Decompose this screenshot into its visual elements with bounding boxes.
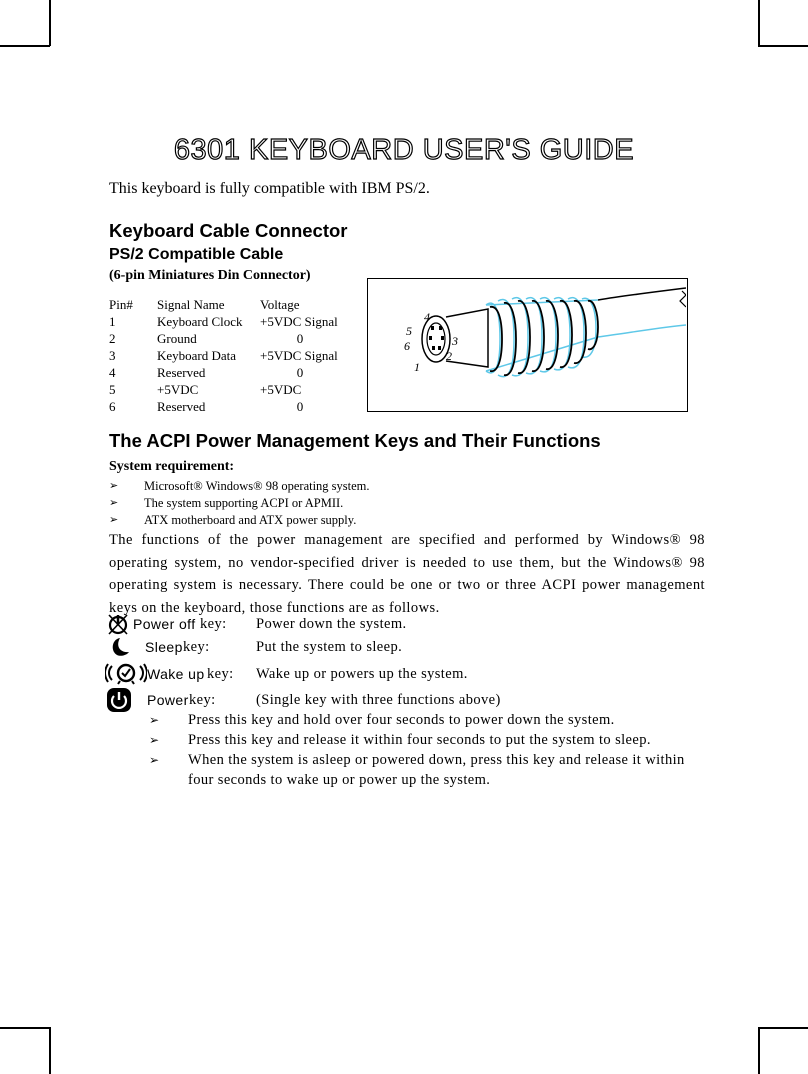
connector-illustration (367, 278, 688, 412)
alarm-clock-icon (105, 662, 147, 691)
pin-label: 3 (452, 334, 458, 348)
pin-label: 6 (404, 339, 410, 353)
table-row (109, 330, 370, 347)
power-key-note: Press this key and hold over four seconds to power down the system. (188, 712, 615, 728)
ps2-connector-drawing (368, 279, 686, 410)
column-header-pin: Pin# (109, 297, 133, 312)
table-row (109, 364, 370, 381)
table-row (109, 347, 370, 364)
crop-mark-top-right-h (758, 45, 808, 47)
signal-name: Reserved (157, 399, 206, 414)
table-row (109, 381, 370, 398)
ps2-cable-subheading: PS/2 Compatible Cable (109, 246, 284, 263)
pin-number: 5 (109, 382, 116, 397)
arrow-bullet-icon: ➢ (149, 733, 160, 747)
moon-icon (105, 635, 131, 664)
column-header-voltage: Voltage (260, 297, 300, 312)
voltage: 0 (296, 399, 304, 414)
pin-label: 2 (446, 349, 452, 363)
pin-label: 5 (406, 324, 412, 338)
table-row (109, 313, 370, 330)
key-description: Power down the system. (256, 616, 407, 632)
key-name: Wake up (147, 666, 205, 682)
table-row (109, 398, 370, 415)
pin-label: 4 (424, 310, 430, 324)
intro-text: This keyboard is fully compatible with IBM PS/2. (109, 180, 430, 197)
key-suffix: key: (189, 692, 216, 708)
key-name: Power off (133, 616, 196, 632)
arrow-bullet-icon: ➢ (109, 479, 119, 492)
power-key-note: four seconds to wake up or power up the system. (188, 772, 491, 788)
signal-name: Reserved (157, 365, 206, 380)
key-description: Put the system to sleep. (256, 639, 403, 655)
crop-mark-bottom-right-v (758, 1027, 760, 1074)
acpi-heading: The ACPI Power Management Keys and Their Functions (109, 430, 601, 451)
pin-number: 4 (109, 365, 116, 380)
key-suffix: key: (207, 666, 234, 682)
system-requirement-label: System requirement: (109, 459, 235, 474)
signal-name: +5VDC (157, 382, 199, 397)
voltage: +5VDC (260, 382, 302, 397)
column-header-signal: Signal Name (157, 297, 225, 312)
signal-name: Keyboard Clock (157, 314, 243, 329)
connector-note: (6-pin Miniatures Din Connector) (109, 268, 311, 283)
arrow-bullet-icon: ➢ (149, 753, 160, 767)
crop-mark-top-left-v (49, 0, 51, 46)
requirement-text: Microsoft® Windows® 98 operating system. (144, 479, 370, 493)
crop-mark-bottom-right-h (758, 1027, 808, 1029)
arrow-bullet-icon: ➢ (149, 713, 160, 727)
acpi-description: The functions of the power management are specified and performed by Windows® 98 operating system, no vendor-specified driver is needed to use them, but the Windows® 98 operating system is necessary. There could be one or two or three ACPI power management keys on the keyboard, those functions are as follows. (109, 532, 705, 616)
power-icon (105, 688, 133, 717)
page-title: 6301 KEYBOARD USER'S GUIDE (173, 134, 635, 166)
signal-name: Keyboard Data (157, 348, 237, 363)
requirement-text: The system supporting ACPI or APMII. (144, 496, 344, 510)
voltage: +5VDC Signal (260, 314, 338, 329)
keyboard-cable-heading: Keyboard Cable Connector (109, 220, 348, 241)
key-name: Power (147, 692, 189, 708)
pin-label: 1 (414, 360, 420, 374)
crop-mark-bottom-left-v (49, 1027, 51, 1074)
power-key-note: When the system is asleep or powered down, press this key and release it within (188, 752, 685, 768)
voltage: 0 (296, 365, 304, 380)
voltage: +5VDC Signal (260, 348, 338, 363)
requirement-text: ATX motherboard and ATX power supply. (144, 513, 357, 527)
pin-table (109, 296, 370, 415)
table-header-row (109, 296, 370, 313)
key-name: Sleep (145, 639, 183, 655)
crop-mark-top-left-h (0, 45, 50, 47)
signal-name: Ground (157, 331, 197, 346)
key-description: (Single key with three functions above) (256, 692, 501, 708)
arrow-bullet-icon: ➢ (109, 513, 119, 526)
pin-number: 3 (109, 348, 116, 363)
key-description: Wake up or powers up the system. (256, 666, 468, 682)
pin-number: 6 (109, 399, 116, 414)
crop-mark-bottom-left-h (0, 1027, 50, 1029)
arrow-bullet-icon: ➢ (109, 496, 119, 509)
key-suffix: key: (183, 639, 210, 655)
voltage: 0 (296, 331, 304, 346)
pin-number: 2 (109, 331, 116, 346)
pin-number: 1 (109, 314, 116, 329)
key-suffix: key: (200, 616, 227, 632)
crop-mark-top-right-v (758, 0, 760, 46)
power-key-note: Press this key and release it within four seconds to put the system to sleep. (188, 732, 651, 748)
